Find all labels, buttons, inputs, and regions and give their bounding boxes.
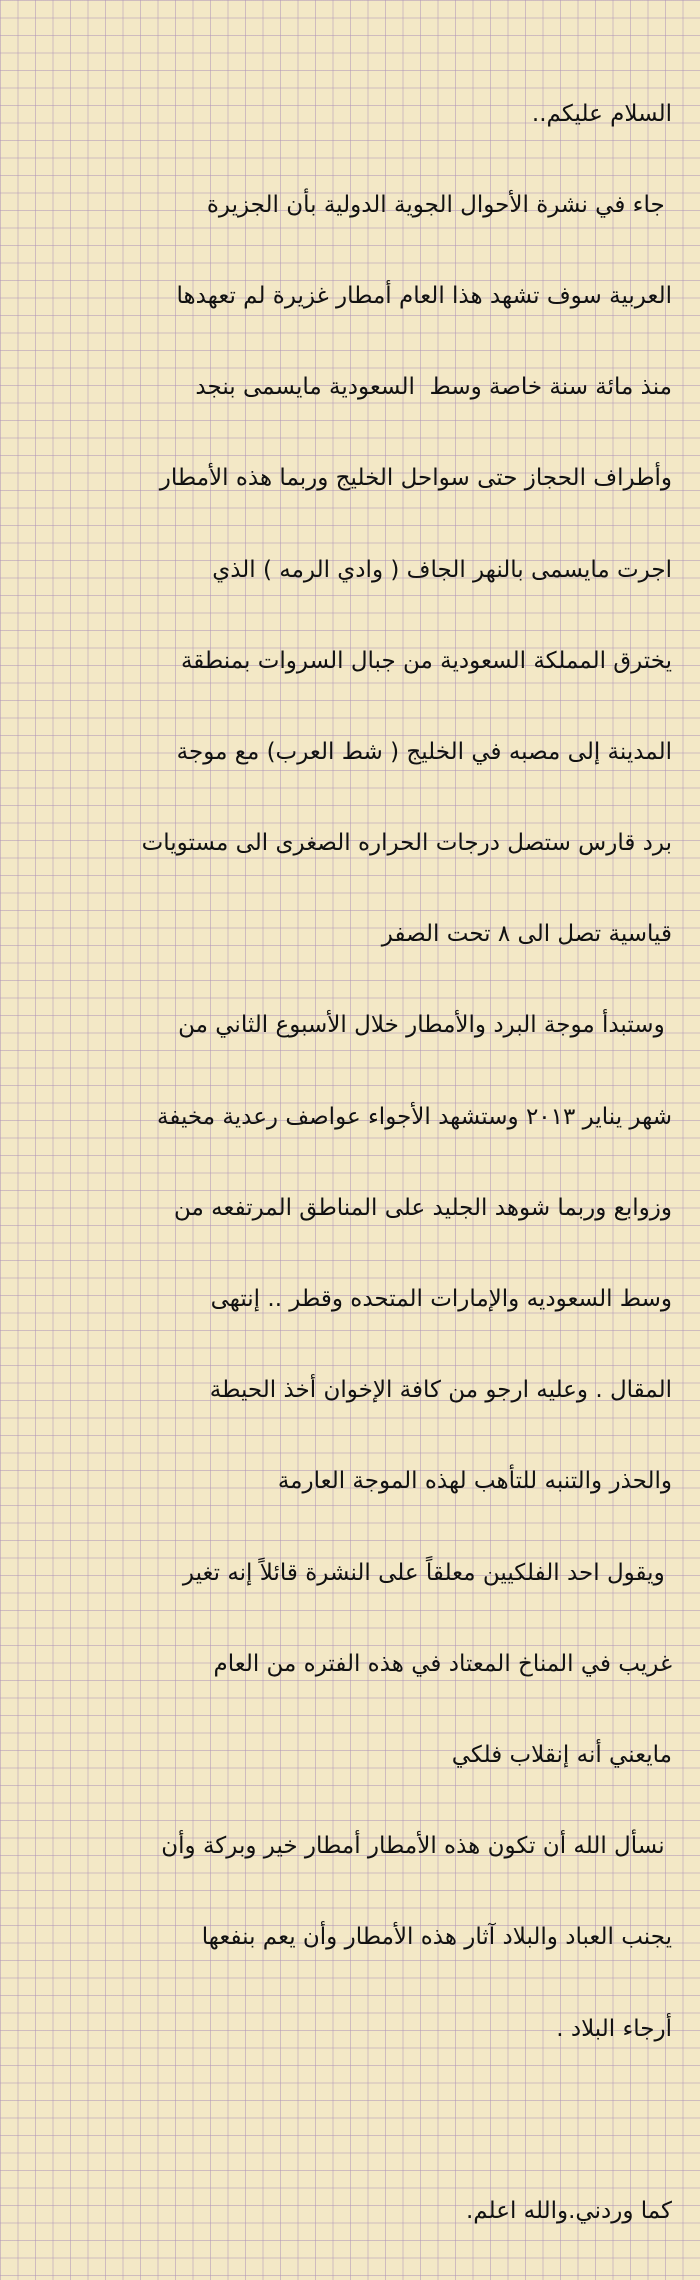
letter-line: وسط السعوديه والإمارات المتحده وقطر .. إنتهى — [210, 1286, 672, 1313]
letter-line: أرجاء البلاد . — [556, 2015, 672, 2042]
blank-line — [28, 2098, 672, 2144]
letter-line: برد قارس ستصل درجات الحراره الصغرى الى مستويات — [141, 830, 672, 857]
letter-line: وزوابع وربما شوهد الجليد على المناطق المرتفعه من — [174, 1194, 672, 1221]
letter-closing: كما وردني.والله اعلم. — [465, 2197, 672, 2224]
letter-line: المقال . وعليه ارجو من كافة الإخوان أخذ الحيطة — [209, 1377, 672, 1404]
letter-line: يجنب العباد والبلاد آثار هذه الأمطار وأن يعم بنفعها — [201, 1924, 672, 1951]
letter-line: شهر يناير ٢٠١٣ وستشهد الأجواء عواصف رعدية مخيفة — [157, 1103, 672, 1130]
letter-body — [28, 46, 672, 2280]
letter-line: وستبدأ موجة البرد والأمطار خلال الأسبوع الثاني من — [178, 1012, 672, 1039]
letter-line: قياسية تصل الى ٨ تحت الصفر — [381, 921, 672, 948]
letter-line: اجرت مايسمى بالنهر الجاف ( وادي الرمه ) الذي — [212, 556, 672, 583]
letter-line: والحذر والتنبه للتأهب لهذه الموجة العارمة — [277, 1468, 672, 1495]
letter-line-greeting: السلام عليكم.. — [531, 100, 672, 127]
letter-line: ويقول احد الفلكيين معلقاً على النشرة قائلاً إنه تغير — [182, 1559, 672, 1586]
letter-line: العربية سوف تشهد هذا العام أمطار غزيرة لم تعهدها — [176, 282, 672, 309]
letter-line: مايعني أنه إنقلاب فلكي — [451, 1741, 672, 1768]
letter-line: وأطراف الحجاز حتى سواحل الخليج وربما هذه الأمطار — [159, 465, 672, 492]
letter-line: نسأل الله أن تكون هذه الأمطار أمطار خير وبركة وأن — [161, 1833, 672, 1860]
letter-line: غريب في المناخ المعتاد في هذه الفتره من العام — [213, 1650, 672, 1677]
letter-line: جاء في نشرة الأحوال الجوية الدولية بأن الجزيرة — [206, 191, 672, 218]
letter-line: منذ مائة سنة خاصة وسط السعودية مايسمى بنجد — [195, 374, 672, 401]
letter-line: المدينة إلى مصبه في الخليج ( شط العرب) مع موجة — [176, 738, 672, 765]
letter-line: يخترق المملكة السعودية من جبال السروات بمنطقة — [180, 647, 672, 674]
